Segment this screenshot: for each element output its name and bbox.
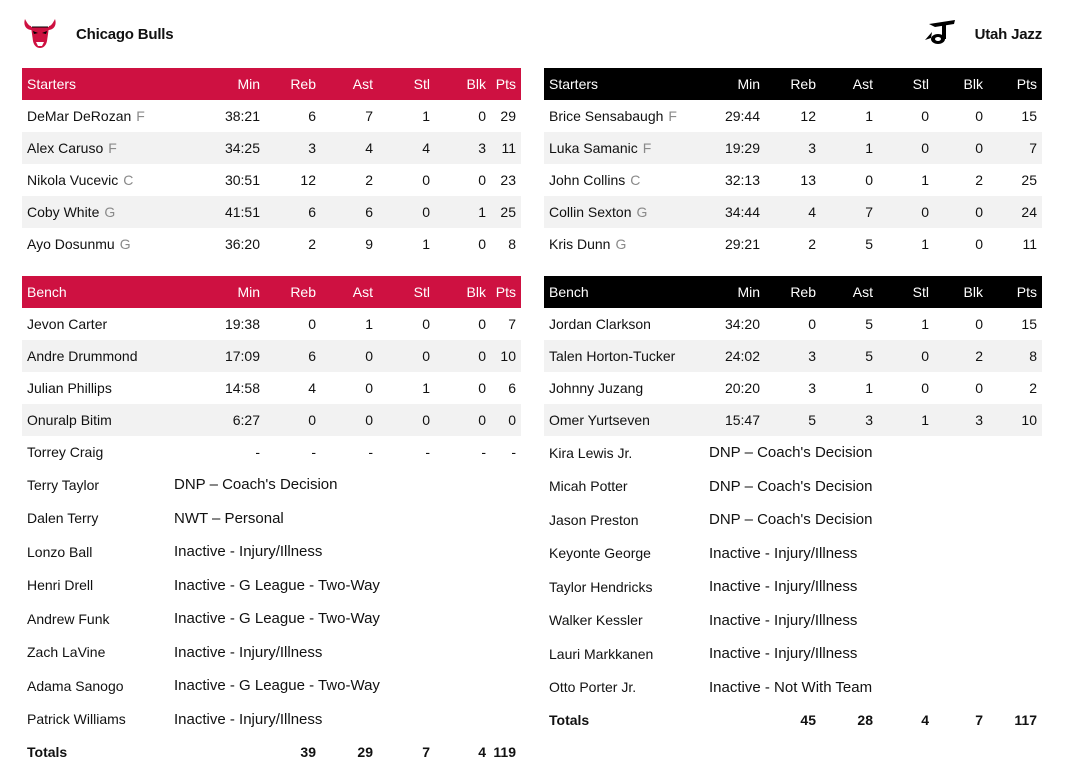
stat-reb: 12 — [300, 172, 316, 188]
stat-min: 17:09 — [172, 340, 265, 372]
player-name[interactable]: Jevon Carter — [27, 316, 108, 332]
col-header-blk[interactable]: Blk — [934, 68, 988, 100]
stat-min: 29:21 — [724, 236, 760, 252]
starters-table — [544, 68, 1042, 260]
totals-label: Totals — [549, 712, 590, 728]
stat-ast: 5 — [865, 236, 873, 252]
total-min — [709, 704, 765, 736]
stat-ast: 7 — [365, 108, 373, 124]
player-name[interactable]: Andre Drummond — [22, 340, 172, 372]
player-name[interactable]: Lauri Markkanen — [549, 645, 654, 662]
col-header-blk[interactable]: Blk — [435, 276, 491, 308]
dnp-row — [544, 537, 1042, 571]
stat-pts: 25 — [491, 196, 521, 228]
stat-stl: 0 — [378, 404, 435, 436]
stat-blk: 3 — [934, 404, 988, 436]
player-cell — [544, 100, 709, 132]
total-stl: 7 — [422, 744, 430, 760]
stat-ast: 5 — [865, 316, 873, 332]
player-name[interactable]: Collin Sexton — [549, 204, 632, 220]
table-row — [22, 164, 521, 196]
stat-blk: 0 — [478, 380, 486, 396]
table-row — [22, 308, 521, 340]
col-header-pts[interactable]: Pts — [988, 68, 1042, 100]
stat-ast: 0 — [865, 172, 873, 188]
col-header-pts[interactable]: Pts — [491, 68, 521, 100]
stat-blk: 0 — [478, 108, 486, 124]
stat-pts: 6 — [508, 380, 516, 396]
stat-stl: 0 — [378, 340, 435, 372]
stat-stl: 0 — [422, 172, 430, 188]
col-header-stl[interactable]: Stl — [378, 68, 435, 100]
dnp-status: Inactive - Injury/Illness — [174, 643, 323, 661]
section-label: Starters — [22, 68, 172, 100]
stat-reb: 6 — [308, 108, 316, 124]
section-label: Bench — [22, 276, 172, 308]
team-name[interactable]: Chicago Bulls — [76, 25, 174, 43]
table-row — [22, 196, 521, 228]
stat-ast: 0 — [365, 380, 373, 396]
player-name[interactable]: Dalen Terry — [27, 510, 99, 527]
stat-pts: 0 — [491, 404, 521, 436]
dnp-status: NWT – Personal — [174, 509, 284, 527]
player-name[interactable]: Patrick Williams — [27, 711, 126, 728]
stat-blk: 0 — [478, 236, 486, 252]
stat-min: 30:51 — [224, 172, 260, 188]
bull-head-icon — [22, 17, 58, 52]
stat-pts: 8 — [508, 236, 516, 252]
stat-stl: 0 — [878, 340, 934, 372]
stat-ast: 1 — [865, 108, 873, 124]
player-name[interactable]: Jason Preston — [549, 511, 639, 528]
player-cell — [544, 164, 709, 196]
col-header-pts[interactable]: Pts — [988, 276, 1042, 308]
player-position: F — [136, 108, 145, 124]
stat-reb: 0 — [265, 404, 321, 436]
player-position: G — [104, 204, 116, 220]
stat-min: 34:20 — [724, 316, 760, 332]
stat-reb: 3 — [765, 340, 821, 372]
player-name[interactable]: Adama Sanogo — [27, 677, 124, 694]
total-blk: 4 — [478, 744, 486, 760]
stat-pts: 10 — [491, 340, 521, 372]
stat-reb: 3 — [808, 380, 816, 396]
dnp-status: Inactive - Not With Team — [709, 678, 873, 696]
dnp-status: DNP – Coach's Decision — [709, 444, 873, 462]
stat-stl: 0 — [878, 196, 934, 228]
table-row — [544, 404, 1042, 436]
stat-ast: 3 — [821, 404, 878, 436]
col-header-stl[interactable]: Stl — [378, 276, 435, 308]
table-row — [22, 132, 521, 164]
player-position: C — [630, 172, 641, 188]
dnp-status: Inactive - G League - Two-Way — [174, 576, 380, 594]
col-header-reb[interactable]: Reb — [265, 276, 321, 308]
stat-stl: 0 — [878, 132, 934, 164]
player-name[interactable]: Jordan Clarkson — [549, 316, 651, 332]
player-cell — [22, 228, 172, 260]
table-row — [544, 196, 1042, 228]
player-name[interactable]: Keyonte George — [549, 545, 651, 562]
stat-stl: - — [425, 444, 430, 460]
dnp-status: Inactive - Injury/Illness — [709, 578, 858, 596]
stat-reb: 2 — [808, 236, 816, 252]
starters-table — [22, 68, 521, 260]
stat-min: 38:21 — [224, 108, 260, 124]
dnp-status: Inactive - Injury/Illness — [174, 543, 323, 561]
table-row — [544, 132, 1042, 164]
col-header-min[interactable]: Min — [709, 68, 765, 100]
totals-row — [544, 704, 1042, 736]
col-header-blk[interactable]: Blk — [435, 68, 491, 100]
stat-pts: 7 — [508, 316, 516, 332]
table-row — [544, 100, 1042, 132]
stat-ast: 5 — [821, 340, 878, 372]
stat-min: 24:02 — [709, 340, 765, 372]
stat-stl: 0 — [422, 316, 430, 332]
stat-pts: 7 — [988, 132, 1042, 164]
stat-min: 14:58 — [224, 380, 260, 396]
stat-min: 6:27 — [172, 404, 265, 436]
player-cell — [22, 100, 172, 132]
player-name[interactable]: Walker Kessler — [549, 612, 643, 629]
stat-min: 19:29 — [709, 132, 765, 164]
total-stl: 4 — [921, 712, 929, 728]
stat-min: 34:25 — [172, 132, 265, 164]
stat-pts: 11 — [491, 132, 521, 164]
player-name[interactable]: Julian Phillips — [27, 380, 112, 396]
player-position: F — [108, 140, 117, 156]
stat-min: 29:44 — [724, 108, 760, 124]
dnp-status: Inactive - G League - Two-Way — [174, 677, 380, 695]
stat-ast: 1 — [821, 132, 878, 164]
player-name[interactable]: Onuralp Bitim — [22, 404, 172, 436]
totals-row — [22, 736, 521, 768]
table-row — [544, 228, 1042, 260]
stat-min: 36:20 — [224, 236, 260, 252]
player-name[interactable]: DeMar DeRozan — [27, 108, 132, 124]
stat-reb: - — [311, 444, 316, 460]
dnp-row — [22, 636, 521, 670]
stat-ast: 7 — [821, 196, 878, 228]
player-name[interactable]: Terry Taylor — [27, 476, 100, 493]
table-header-row — [544, 276, 1042, 308]
player-name[interactable]: Micah Potter — [549, 478, 628, 495]
stat-min: 15:47 — [709, 404, 765, 436]
stat-blk: 0 — [975, 108, 983, 124]
stat-pts: 10 — [988, 404, 1042, 436]
stat-blk: 0 — [934, 196, 988, 228]
team-name[interactable]: Utah Jazz — [974, 25, 1042, 43]
total-ast: 28 — [857, 712, 873, 728]
stat-pts: 25 — [1021, 172, 1037, 188]
player-name[interactable]: Andrew Funk — [27, 610, 110, 627]
player-name[interactable]: Johnny Juzang — [549, 380, 644, 396]
stat-stl: 1 — [921, 172, 929, 188]
team-header — [544, 0, 1042, 68]
stat-reb: 3 — [765, 132, 821, 164]
player-name[interactable]: John Collins — [549, 172, 626, 188]
jazz-note-icon — [923, 20, 957, 49]
col-header-reb[interactable]: Reb — [765, 276, 821, 308]
total-ast: 29 — [357, 744, 373, 760]
player-name[interactable]: Torrey Craig — [27, 444, 104, 460]
stat-min: 32:13 — [724, 172, 760, 188]
total-reb: 39 — [300, 744, 316, 760]
stat-min: 34:44 — [709, 196, 765, 228]
table-row — [544, 308, 1042, 340]
dnp-row — [22, 703, 521, 737]
section-label: Starters — [544, 68, 709, 100]
total-pts: 117 — [1014, 712, 1037, 728]
player-cell — [544, 196, 709, 228]
player-name[interactable]: Henri Drell — [27, 577, 94, 594]
dnp-row — [544, 570, 1042, 604]
player-name[interactable]: Taylor Hendricks — [549, 578, 653, 595]
table-row — [22, 100, 521, 132]
player-name[interactable]: Kris Dunn — [549, 236, 611, 252]
dnp-row — [544, 637, 1042, 671]
stat-stl: 0 — [921, 108, 929, 124]
col-header-min[interactable]: Min — [709, 276, 765, 308]
total-blk: 7 — [975, 712, 983, 728]
stat-blk: - — [481, 444, 486, 460]
col-header-min[interactable]: Min — [172, 276, 265, 308]
player-position: G — [636, 204, 648, 220]
stat-reb: 4 — [765, 196, 821, 228]
stat-pts: 15 — [1021, 316, 1037, 332]
player-name[interactable]: Zach LaVine — [27, 644, 106, 661]
dnp-row — [22, 569, 521, 603]
player-cell — [22, 196, 172, 228]
stat-stl: 4 — [378, 132, 435, 164]
player-name[interactable]: Otto Porter Jr. — [549, 679, 637, 696]
section-label: Bench — [544, 276, 709, 308]
stat-pts: 29 — [500, 108, 516, 124]
player-cell — [22, 164, 172, 196]
stat-min: - — [255, 444, 260, 460]
dnp-status: Inactive - Injury/Illness — [709, 645, 858, 663]
stat-reb: 6 — [265, 340, 321, 372]
player-position: F — [668, 108, 677, 124]
table-header-row — [22, 276, 521, 308]
table-row — [22, 372, 521, 404]
dnp-status: DNP – Coach's Decision — [709, 511, 873, 529]
col-header-ast[interactable]: Ast — [821, 276, 878, 308]
stat-pts: - — [511, 444, 516, 460]
player-name[interactable]: Nikola Vucevic — [27, 172, 119, 188]
dnp-row — [544, 604, 1042, 638]
player-name[interactable]: Omer Yurtseven — [544, 404, 709, 436]
player-name[interactable]: Lonzo Ball — [27, 543, 93, 560]
player-position: G — [119, 236, 131, 252]
stat-blk: 0 — [435, 404, 491, 436]
stat-reb: 13 — [800, 172, 816, 188]
stat-stl: 0 — [378, 196, 435, 228]
stat-blk: 0 — [435, 340, 491, 372]
table-row — [22, 340, 521, 372]
stat-blk: 0 — [478, 316, 486, 332]
stat-blk: 0 — [975, 236, 983, 252]
stat-ast: 1 — [865, 380, 873, 396]
player-name[interactable]: Ayo Dosunmu — [27, 236, 115, 252]
stat-blk: 2 — [934, 340, 988, 372]
stat-blk: 1 — [435, 196, 491, 228]
total-min — [172, 736, 265, 768]
stat-reb: 5 — [765, 404, 821, 436]
team-jazz — [544, 0, 1042, 736]
col-header-min[interactable]: Min — [172, 68, 265, 100]
player-position: C — [123, 172, 134, 188]
team-header — [22, 0, 521, 68]
dnp-row — [22, 468, 521, 502]
col-header-reb[interactable]: Reb — [265, 68, 321, 100]
player-cell — [544, 228, 709, 260]
stat-ast: 2 — [365, 172, 373, 188]
player-name[interactable]: Brice Sensabaugh — [549, 108, 664, 124]
stat-reb: 4 — [308, 380, 316, 396]
dnp-status: DNP – Coach's Decision — [174, 476, 338, 494]
dnp-status: DNP – Coach's Decision — [709, 477, 873, 495]
stat-blk: 0 — [975, 380, 983, 396]
player-name[interactable]: Alex Caruso — [27, 140, 104, 156]
totals-label: Totals — [27, 744, 68, 760]
dnp-row — [544, 671, 1042, 705]
stat-ast: 0 — [321, 340, 378, 372]
stat-stl: 1 — [422, 108, 430, 124]
stat-pts: 11 — [1022, 236, 1037, 252]
player-name[interactable]: Coby White — [27, 204, 100, 220]
stat-pts: 23 — [500, 172, 516, 188]
stat-reb: 0 — [808, 316, 816, 332]
table-header-row — [544, 68, 1042, 100]
stat-blk: 0 — [478, 172, 486, 188]
stat-stl: 1 — [921, 316, 929, 332]
player-name[interactable]: Luka Samanic — [549, 140, 638, 156]
player-name[interactable]: Kira Lewis Jr. — [549, 444, 633, 461]
stat-reb: 6 — [265, 196, 321, 228]
stat-stl: 1 — [422, 380, 430, 396]
stat-reb: 3 — [265, 132, 321, 164]
stat-min: 19:38 — [224, 316, 260, 332]
stat-blk: 0 — [934, 132, 988, 164]
col-header-ast[interactable]: Ast — [321, 68, 378, 100]
dnp-row — [22, 535, 521, 569]
stat-ast: 4 — [321, 132, 378, 164]
stat-blk: 2 — [975, 172, 983, 188]
table-row — [22, 436, 521, 468]
stat-reb: 0 — [308, 316, 316, 332]
col-header-ast[interactable]: Ast — [821, 68, 878, 100]
player-cell — [22, 132, 172, 164]
col-header-ast[interactable]: Ast — [321, 276, 378, 308]
dnp-row — [22, 669, 521, 703]
table-header-row — [22, 68, 521, 100]
dnp-status: Inactive - G League - Two-Way — [174, 610, 380, 628]
player-position: G — [615, 236, 627, 252]
col-header-pts[interactable]: Pts — [491, 276, 521, 308]
stat-ast: 1 — [365, 316, 373, 332]
table-row — [544, 340, 1042, 372]
col-header-stl[interactable]: Stl — [878, 68, 934, 100]
dnp-status: Inactive - Injury/Illness — [709, 544, 858, 562]
col-header-stl[interactable]: Stl — [878, 276, 934, 308]
stat-stl: 1 — [422, 236, 430, 252]
total-pts: 119 — [493, 744, 516, 760]
stat-min: 41:51 — [172, 196, 265, 228]
col-header-reb[interactable]: Reb — [765, 68, 821, 100]
stat-stl: 0 — [921, 380, 929, 396]
stat-reb: 12 — [800, 108, 816, 124]
stat-blk: 3 — [435, 132, 491, 164]
stat-ast: - — [368, 444, 373, 460]
player-cell — [544, 132, 709, 164]
team-bulls — [22, 0, 521, 768]
dnp-status: Inactive - Injury/Illness — [174, 710, 323, 728]
col-header-blk[interactable]: Blk — [934, 276, 988, 308]
table-row — [544, 164, 1042, 196]
table-row — [22, 228, 521, 260]
stat-pts: 2 — [1029, 380, 1037, 396]
stat-reb: 2 — [308, 236, 316, 252]
stat-stl: 1 — [921, 236, 929, 252]
stat-pts: 8 — [988, 340, 1042, 372]
dnp-row — [22, 502, 521, 536]
stat-ast: 0 — [321, 404, 378, 436]
stat-min: 20:20 — [724, 380, 760, 396]
table-row — [22, 404, 521, 436]
stat-pts: 24 — [988, 196, 1042, 228]
dnp-row — [22, 602, 521, 636]
player-position: F — [642, 140, 652, 156]
stat-pts: 15 — [1021, 108, 1037, 124]
total-reb: 45 — [800, 712, 816, 728]
player-name[interactable]: Talen Horton-Tucker — [544, 340, 709, 372]
stat-ast: 9 — [365, 236, 373, 252]
bench-table — [22, 276, 521, 768]
table-row — [544, 372, 1042, 404]
stat-ast: 6 — [321, 196, 378, 228]
bench-table — [544, 276, 1042, 736]
stat-blk: 0 — [975, 316, 983, 332]
dnp-row — [544, 470, 1042, 504]
dnp-row — [544, 436, 1042, 470]
dnp-row — [544, 503, 1042, 537]
dnp-status: Inactive - Injury/Illness — [709, 611, 858, 629]
stat-stl: 1 — [878, 404, 934, 436]
